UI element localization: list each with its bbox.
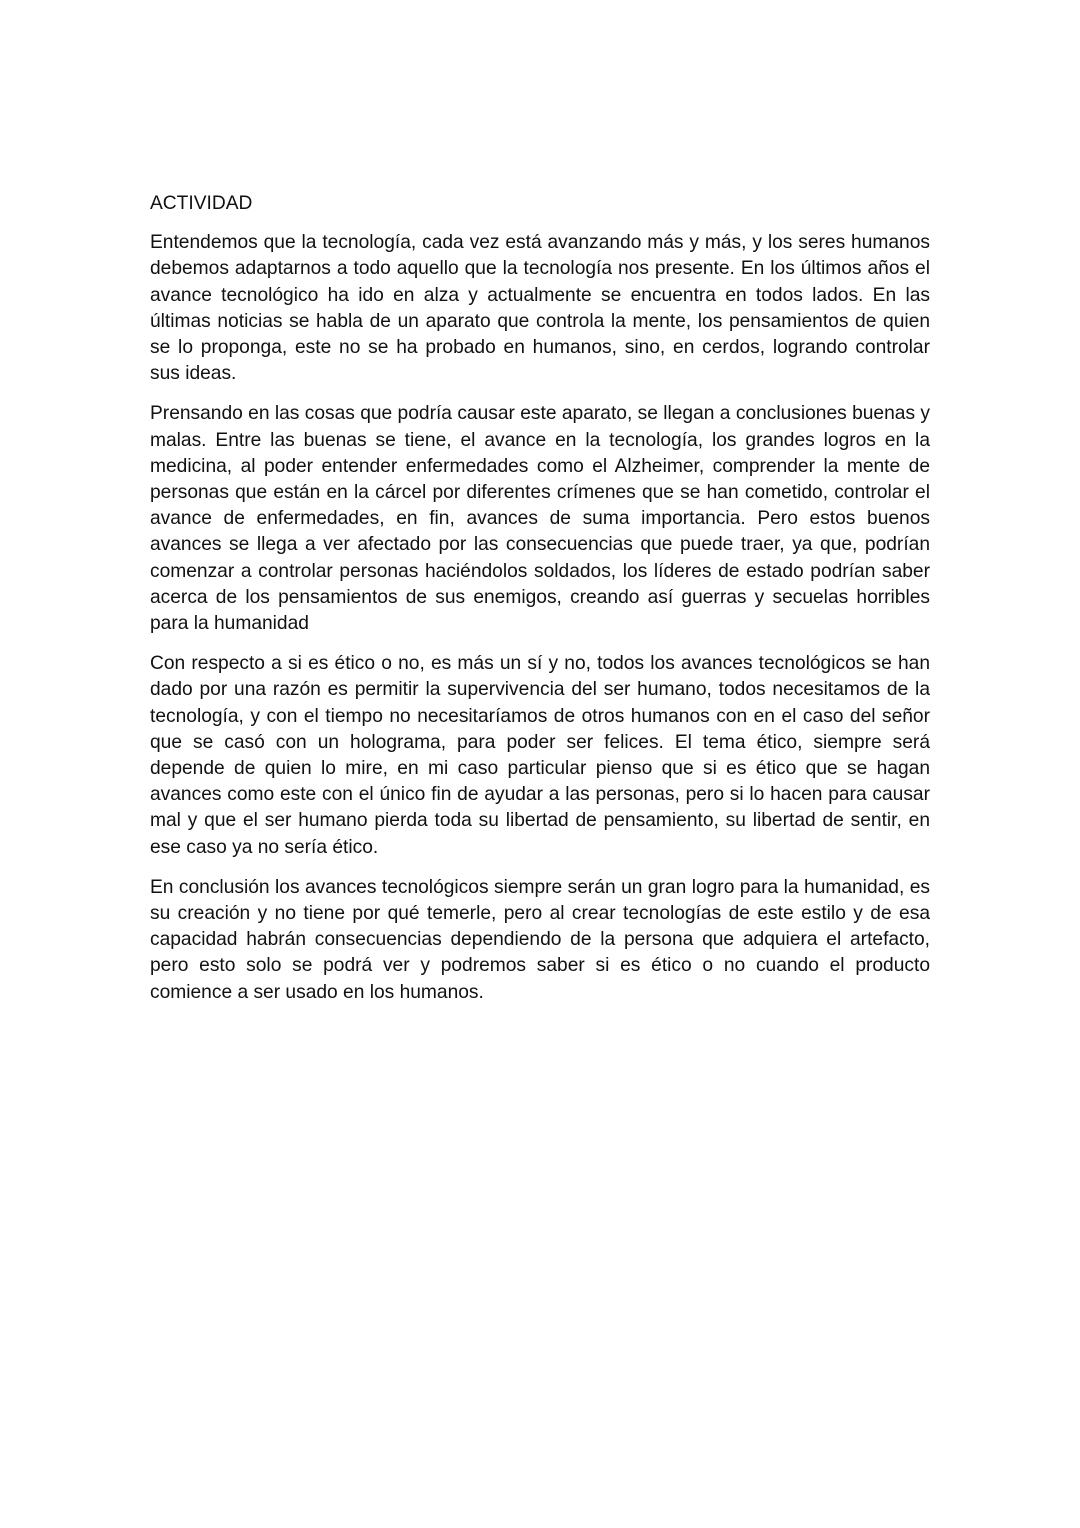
- document-body: [150, 191, 930, 1006]
- paragraph-consequences: Prensando en las cosas que podría causar este aparato, se llegan a conclusiones buenas y malas. Entre las buenas se tiene, el avance en la tecnología, los grandes logros en la medicina, al poder entender enfermedades como el Alzheimer, comprender la mente de personas que están en la cárcel por diferentes crímenes que se han cometido, controlar el avance de enfermedades, en fin, avances de suma importancia. Pero estos buenos avances se llega a ver afectado por las consecuencias que puede traer, ya que, podrían comenzar a controlar personas haciéndolos soldados, los líderes de estado podrían saber acerca de los pensamientos de sus enemigos, creando así guerras y secuelas horribles para la humanidad: [150, 403, 930, 635]
- document-heading: ACTIVIDAD: [150, 193, 253, 214]
- paragraph-intro: Entendemos que la tecnología, cada vez está avanzando más y más, y los seres humanos debemos adaptarnos a todo aquello que la tecnología nos presente. En los últimos años el avance tecnológico ha ido en alza y actualmente se encuentra en todos lados. En las últimas noticias se habla de un aparato que controla la mente, los pensamientos de quien se lo proponga, este no se ha probado en humanos, sino, en cerdos, logrando controlar sus ideas.: [150, 232, 930, 385]
- paragraph-ethics: Con respecto a si es ético o no, es más un sí y no, todos los avances tecnológicos se han dado por una razón es permitir la supervivencia del ser humano, todos necesitamos de la tecnología, y con el tiempo no necesitaríamos de otros humanos con en el caso del señor que se casó con un holograma, para poder ser felices. El tema ético, siempre será depende de quien lo mire, en mi caso particular pienso que si es ético que se hagan avances como este con el único fin de ayudar a las personas, pero si lo hacen para causar mal y que el ser humano pierda toda su libertad de pensamiento, su libertad de sentir, en ese caso ya no sería ético.: [150, 653, 930, 858]
- paragraph-conclusion: En conclusión los avances tecnológicos siempre serán un gran logro para la humanidad, es su creación y no tiene por qué temerle, pero al crear tecnologías de este estilo y de esa capacidad habrán consecuencias dependiendo de la persona que adquiera el artefacto, pero esto solo se podrá ver y podremos saber si es ético o no cuando el producto comience a ser usado en los humanos.: [150, 876, 930, 1003]
